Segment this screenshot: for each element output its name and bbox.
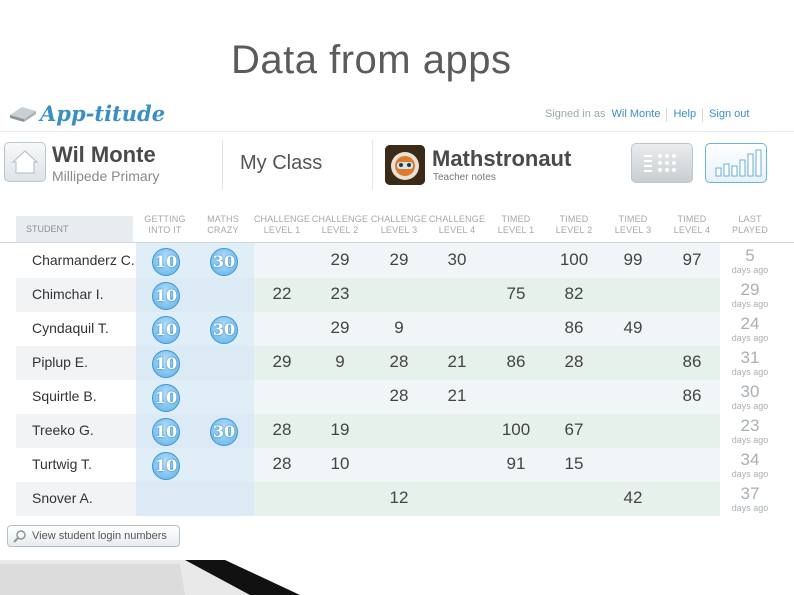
score-cell: 49 — [623, 318, 643, 337]
sign-out-link[interactable]: Sign out — [709, 108, 750, 120]
my-class-link[interactable]: My Class — [240, 152, 323, 174]
score-cell: 9 — [394, 318, 404, 337]
achievement-badge: 10 — [152, 316, 180, 344]
table-row[interactable] — [16, 448, 776, 482]
column-header-line: LEVEL 1 — [263, 225, 301, 235]
column-header-line: CHALLENGE — [253, 214, 311, 224]
slide-decoration — [0, 560, 794, 595]
student-name[interactable]: Chimchar I. — [32, 286, 104, 302]
score-cell: 28 — [564, 352, 584, 371]
teacher-notes-link[interactable]: Teacher notes — [433, 172, 496, 183]
column-header-line: MATHS — [207, 214, 239, 224]
app-titude-logo[interactable] — [8, 100, 165, 126]
school-name: Millipede Primary — [52, 168, 160, 184]
home-icon — [5, 143, 45, 181]
signed-in-user-link[interactable]: Wil Monte — [611, 108, 661, 120]
days-ago-label: days ago — [731, 469, 769, 479]
column-header-line: GETTING — [144, 214, 186, 224]
score-cell: 91 — [506, 454, 526, 473]
student-name[interactable]: Turtwig T. — [32, 456, 92, 472]
slide-title: Data from apps — [231, 38, 512, 82]
divider — [222, 140, 223, 190]
home-button[interactable] — [4, 142, 46, 182]
column-header-line: TIMED — [677, 214, 707, 224]
score-cell: 30 — [447, 250, 467, 269]
score-cell: 28 — [272, 454, 292, 473]
student-name[interactable]: Treeko G. — [32, 422, 94, 438]
column-header-line: INTO IT — [148, 225, 182, 235]
score-cell: 10 — [330, 454, 350, 473]
score-cell: 15 — [564, 454, 584, 473]
score-cell: 21 — [447, 352, 467, 371]
score-cell: 67 — [564, 420, 584, 439]
student-name[interactable]: Snover A. — [32, 490, 93, 506]
table-row[interactable] — [16, 346, 776, 380]
bar-chart-icon — [706, 144, 766, 182]
score-cell: 86 — [564, 318, 584, 337]
grid-view-button[interactable] — [631, 143, 693, 183]
days-ago-label: days ago — [731, 367, 769, 377]
score-cell: 29 — [389, 250, 409, 269]
days-ago-label: days ago — [731, 435, 769, 445]
chart-view-button[interactable] — [705, 143, 767, 183]
days-ago-label: days ago — [731, 503, 769, 513]
column-header[interactable] — [720, 214, 780, 236]
grid-view-icon — [632, 144, 692, 182]
days-ago-label: days ago — [731, 401, 769, 411]
magnifier-icon — [12, 529, 28, 543]
column-header-line: CHALLENGE — [311, 214, 369, 224]
score-cell: 82 — [564, 284, 584, 303]
column-header[interactable] — [310, 214, 370, 236]
column-header-line: TIMED — [559, 214, 589, 224]
days-ago-label: days ago — [731, 265, 769, 275]
column-header[interactable] — [486, 214, 546, 236]
student-name[interactable]: Cyndaquil T. — [32, 320, 109, 336]
last-played-days: 30 — [740, 382, 760, 401]
column-header-line: LEVEL 2 — [321, 225, 359, 235]
column-header[interactable] — [135, 214, 195, 236]
column-header-line: LEVEL 4 — [438, 225, 476, 235]
achievement-badge: 10 — [152, 350, 180, 378]
column-header[interactable] — [544, 214, 604, 236]
last-played-days: 24 — [740, 314, 760, 333]
signed-in-prefix: Signed in as — [545, 108, 606, 120]
column-header-line: CHALLENGE — [370, 214, 428, 224]
score-cell: 86 — [506, 352, 526, 371]
teacher-name: Wil Monte — [52, 142, 156, 167]
last-played-days: 29 — [740, 280, 760, 299]
student-name[interactable]: Piplup E. — [32, 354, 89, 370]
signin-bar — [545, 108, 749, 122]
column-header-line: LEVEL 4 — [673, 225, 711, 235]
view-student-login-numbers-button[interactable] — [7, 525, 180, 547]
last-played-days: 23 — [740, 416, 760, 435]
score-cell: 12 — [389, 488, 409, 507]
column-header-line: LEVEL 2 — [555, 225, 593, 235]
score-cell: 29 — [330, 250, 350, 269]
score-cell: 29 — [330, 318, 350, 337]
column-header[interactable] — [252, 214, 312, 236]
view-button-label: View student login numbers — [32, 530, 167, 542]
last-played-days: 34 — [740, 450, 760, 469]
logo-icon — [8, 103, 38, 123]
achievement-badge: 10 — [152, 384, 180, 412]
achievement-badge: 10 — [152, 282, 180, 310]
score-cell: 29 — [272, 352, 292, 371]
achievement-badge: 10 — [152, 248, 180, 276]
column-header-line: LEVEL 3 — [614, 225, 652, 235]
days-ago-label: days ago — [731, 299, 769, 309]
last-played-days: 37 — [740, 484, 760, 503]
column-header[interactable] — [427, 214, 487, 236]
score-cell: 86 — [682, 386, 702, 405]
mathstronaut-app-icon — [385, 145, 425, 185]
score-cell: 19 — [330, 420, 350, 439]
help-link[interactable]: Help — [673, 108, 697, 120]
header-underline — [0, 242, 794, 243]
column-header-line: CHALLENGE — [428, 214, 486, 224]
score-cell: 23 — [330, 284, 350, 303]
table-row[interactable] — [16, 380, 776, 414]
column-header-line: LEVEL 1 — [497, 225, 535, 235]
score-cell: 99 — [623, 250, 643, 269]
column-header[interactable] — [603, 214, 663, 236]
logo-text: App-titude — [40, 100, 166, 126]
divider — [372, 140, 373, 190]
score-cell: 100 — [501, 420, 531, 439]
student-name[interactable]: Squirtle B. — [32, 388, 97, 404]
student-column-header[interactable]: STUDENT — [16, 216, 133, 242]
achievement-badge: 30 — [210, 248, 238, 276]
score-cell: 9 — [335, 352, 345, 371]
score-cell: 75 — [506, 284, 526, 303]
column-header-line: TIMED — [501, 214, 531, 224]
app-name: Mathstronaut — [432, 146, 572, 171]
score-cell: 21 — [447, 386, 467, 405]
column-header[interactable] — [662, 214, 722, 236]
achievement-badge: 10 — [152, 452, 180, 480]
table-row[interactable] — [16, 312, 776, 346]
achievement-badge: 10 — [152, 418, 180, 446]
score-cell: 97 — [682, 250, 702, 269]
achievement-badge: 30 — [210, 418, 238, 446]
achievement-badge: 30 — [210, 316, 238, 344]
separator — [666, 108, 667, 122]
table-row[interactable] — [16, 244, 776, 278]
score-cell: 42 — [623, 488, 643, 507]
column-header[interactable] — [369, 214, 429, 236]
last-played-days: 5 — [745, 246, 755, 265]
score-cell: 86 — [682, 352, 702, 371]
separator — [702, 108, 703, 122]
column-header-line: LEVEL 3 — [380, 225, 418, 235]
column-header-line: PLAYED — [731, 225, 769, 235]
column-header[interactable] — [193, 214, 253, 236]
last-played-days: 31 — [740, 348, 760, 367]
header-divider — [0, 131, 794, 132]
column-header-line: TIMED — [618, 214, 648, 224]
student-name[interactable]: Charmanderz C. — [32, 252, 135, 268]
table-row[interactable] — [16, 482, 776, 516]
days-ago-label: days ago — [731, 333, 769, 343]
column-header-line: CRAZY — [207, 225, 239, 235]
table-row[interactable] — [16, 278, 776, 312]
score-cell: 28 — [389, 352, 409, 371]
column-header-line: LAST — [738, 214, 762, 224]
score-cell: 28 — [389, 386, 409, 405]
score-cell: 28 — [272, 420, 292, 439]
score-cell: 100 — [559, 250, 589, 269]
score-cell: 22 — [272, 284, 292, 303]
table-row[interactable] — [16, 414, 776, 448]
